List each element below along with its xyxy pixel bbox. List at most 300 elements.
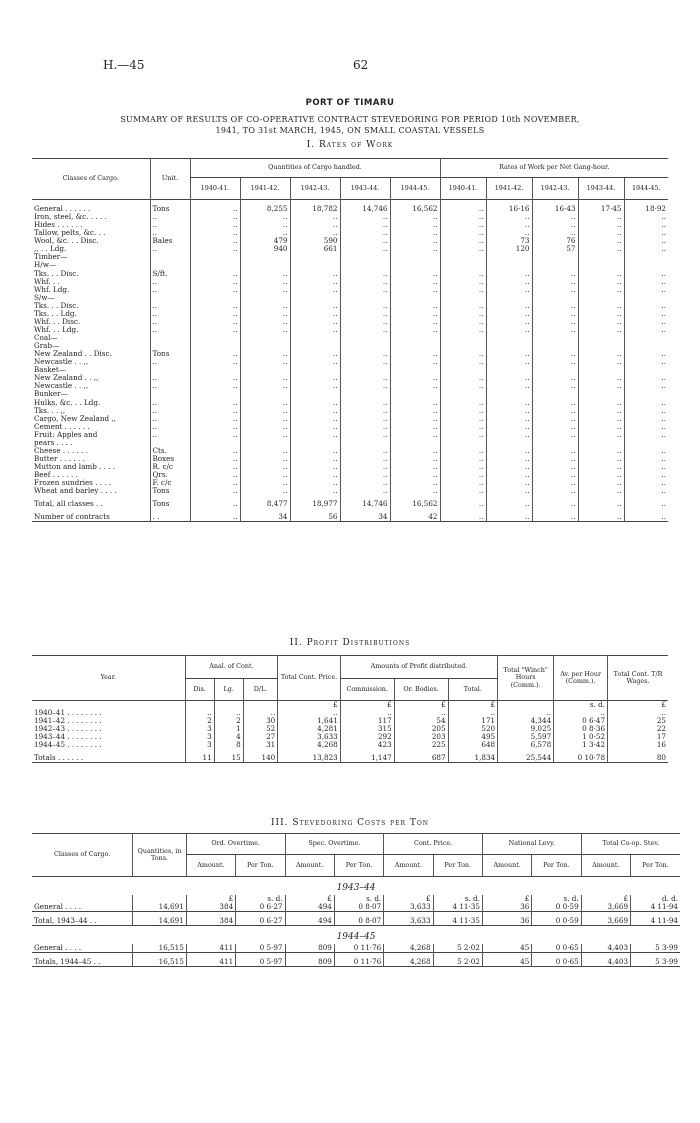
- col-year: Year.: [100, 673, 117, 682]
- cell-value: ..: [440, 318, 486, 326]
- cell-value: ..: [486, 382, 532, 390]
- cell-value: [190, 334, 240, 342]
- cell-value: ..: [340, 286, 390, 294]
- cell-value: 18,782: [290, 205, 340, 213]
- cell-value: ..: [190, 221, 240, 229]
- cell-value: 5 2·02: [433, 944, 482, 953]
- cell-value: 18,977: [290, 500, 340, 508]
- cell-value: 34: [240, 513, 290, 522]
- cell-value: 5 2·02: [433, 958, 482, 967]
- cell-value: 0 10·78: [554, 754, 608, 763]
- cell-value: 27: [243, 733, 277, 741]
- cargo-class: Butter . . . . . .: [34, 453, 85, 463]
- cargo-unit: Qrs.: [150, 471, 190, 479]
- table-row: [32, 733, 668, 741]
- cell-value: 13,823: [278, 754, 341, 763]
- cell-value: ..: [340, 221, 390, 229]
- cell-value: 4,403: [581, 958, 630, 967]
- cell-value: 80: [608, 754, 668, 763]
- cell-value: ..: [240, 278, 290, 286]
- cargo-class: Wheat and barley . . . .: [34, 486, 117, 496]
- unit-label: £: [340, 701, 394, 709]
- cell-value: 384: [186, 903, 235, 912]
- cell-value: ..: [624, 270, 668, 278]
- cell-value: 76: [532, 237, 578, 245]
- cell-value: ..: [532, 487, 578, 495]
- cell-value: ..: [240, 270, 290, 278]
- cell-value: ..: [390, 270, 440, 278]
- cell-value: ..: [624, 487, 668, 495]
- cell-value: ..: [440, 455, 486, 463]
- rates-of-work-table: [32, 158, 668, 522]
- cell-value: ..: [340, 278, 390, 286]
- quantity: 14,691: [133, 917, 186, 926]
- cell-value: ..: [578, 286, 624, 294]
- cell-value: [290, 334, 340, 342]
- col-spec-overtime: Spec. Overtime.: [285, 834, 384, 855]
- cell-value: ..: [624, 479, 668, 487]
- cell-value: ..: [486, 374, 532, 382]
- year-header: 1943-44.: [578, 178, 624, 200]
- cell-value: ..: [190, 326, 240, 334]
- cell-value: ..: [290, 318, 340, 326]
- units-row: [32, 895, 680, 903]
- cell-value: ..: [486, 479, 532, 487]
- cell-value: ..: [290, 221, 340, 229]
- cell-value: ..: [290, 479, 340, 487]
- cell-value: ..: [340, 447, 390, 455]
- amount-header: Amount.: [384, 855, 433, 877]
- cell-value: ..: [486, 463, 532, 471]
- cell-value: ..: [440, 513, 486, 522]
- cell-value: ..: [486, 415, 532, 423]
- cargo-unit: ..: [150, 213, 190, 221]
- cell-value: ..: [240, 407, 290, 415]
- unit-label: £: [448, 701, 498, 709]
- cargo-class: General . . . . . .: [34, 204, 91, 213]
- cell-value: ..: [390, 455, 440, 463]
- cell-value: 205: [394, 725, 448, 733]
- total-unit: Tons: [150, 500, 190, 508]
- cell-value: 22: [608, 725, 668, 733]
- cell-value: ..: [390, 302, 440, 310]
- cell-value: ..: [390, 374, 440, 382]
- per-ton-header: Per Ton.: [334, 855, 383, 877]
- cell-value: 4,268: [384, 958, 433, 967]
- cell-value: ..: [578, 407, 624, 415]
- cell-value: ..: [532, 382, 578, 390]
- cell-value: ..: [578, 221, 624, 229]
- cell-value: ..: [290, 374, 340, 382]
- cell-value: 36: [482, 903, 531, 912]
- cell-value: ..: [624, 302, 668, 310]
- cell-value: 1,147: [340, 754, 394, 763]
- cell-value: [624, 334, 668, 342]
- cell-value: ..: [190, 447, 240, 455]
- cell-value: ..: [340, 423, 390, 431]
- amount-header: Amount.: [285, 855, 334, 877]
- cell-value: 3,669: [581, 903, 630, 912]
- cell-value: 8: [214, 741, 243, 749]
- cell-value: ..: [440, 431, 486, 439]
- cell-value: ..: [240, 431, 290, 439]
- cell-value: ..: [190, 245, 240, 253]
- cell-value: ..: [440, 407, 486, 415]
- cell-value: ..: [624, 350, 668, 358]
- cell-value: ..: [440, 229, 486, 237]
- cargo-unit: ..: [150, 382, 190, 390]
- cell-value: ..: [624, 455, 668, 463]
- cell-value: ..: [190, 479, 240, 487]
- unit-label: s. d.: [334, 895, 383, 903]
- unit-label: £: [581, 895, 630, 903]
- cell-value: ..: [486, 221, 532, 229]
- cell-value: ..: [440, 350, 486, 358]
- cell-value: ..: [532, 479, 578, 487]
- cell-value: ..: [486, 302, 532, 310]
- cell-value: ..: [624, 245, 668, 253]
- cell-value: ..: [532, 447, 578, 455]
- cell-value: ..: [532, 463, 578, 471]
- cell-value: ..: [578, 374, 624, 382]
- cargo-class: Totals, 1944–45 . .: [34, 957, 101, 967]
- cell-value: ..: [624, 213, 668, 221]
- cell-value: ..: [440, 374, 486, 382]
- col-classes: Classes of Cargo.: [62, 174, 119, 183]
- col-unit: Unit.: [150, 159, 190, 200]
- cell-value: ..: [390, 431, 440, 439]
- cell-value: 9,025: [498, 725, 554, 733]
- cell-value: ..: [578, 513, 624, 522]
- cell-value: 34: [340, 513, 390, 522]
- cell-value: ..: [240, 399, 290, 407]
- cell-value: ..: [486, 278, 532, 286]
- cell-value: 16,562: [390, 500, 440, 508]
- table-row: [32, 382, 668, 390]
- cargo-class: Cement . . . . . .: [34, 421, 90, 431]
- cell-value: ..: [240, 374, 290, 382]
- cell-value: ..: [486, 447, 532, 455]
- cell-value: ..: [390, 245, 440, 253]
- cell-value: ..: [390, 407, 440, 415]
- cell-value: 5,597: [498, 733, 554, 741]
- total-label: Total, all classes . .: [34, 499, 103, 509]
- cell-value: 42: [390, 513, 440, 522]
- cell-value: ..: [240, 326, 290, 334]
- cell-value: 4 11·35: [433, 917, 482, 926]
- cell-value: ..: [240, 487, 290, 495]
- year-header: 1942-43.: [532, 178, 578, 200]
- cell-value: 1: [214, 725, 243, 733]
- cell-value: 6,578: [498, 741, 554, 749]
- cargo-unit: R. c/c: [150, 463, 190, 471]
- cell-value: ..: [240, 302, 290, 310]
- total-row: [32, 500, 668, 508]
- cell-value: 590: [290, 237, 340, 245]
- cargo-unit: ..: [150, 399, 190, 407]
- cell-value: 0 8·07: [334, 917, 383, 926]
- cell-value: 31: [243, 741, 277, 749]
- cell-value: ..: [440, 326, 486, 334]
- cell-value: 11: [185, 754, 214, 763]
- cell-value: [578, 334, 624, 342]
- cargo-class: pears . . . .: [34, 437, 73, 447]
- cell-value: ..: [240, 221, 290, 229]
- cell-value: ..: [578, 500, 624, 508]
- unit-label: s. d.: [236, 895, 285, 903]
- cell-value: ..: [532, 286, 578, 294]
- cell-value: 4,281: [278, 725, 341, 733]
- cargo-class: Basket—: [34, 365, 66, 375]
- cell-value: ..: [290, 423, 340, 431]
- cell-value: [390, 334, 440, 342]
- cell-value: ..: [240, 471, 290, 479]
- cell-value: 3,633: [384, 903, 433, 912]
- cell-value: ..: [390, 399, 440, 407]
- cell-value: ..: [340, 382, 390, 390]
- cell-value: ..: [448, 709, 498, 717]
- cell-value: ..: [578, 310, 624, 318]
- cell-value: ..: [190, 350, 240, 358]
- cargo-unit: Boxes: [150, 455, 190, 463]
- cargo-class: Wool, &c. . . Disc.: [34, 236, 99, 246]
- cell-value: [240, 253, 290, 261]
- page-ref: H.—45: [103, 58, 145, 72]
- cell-value: 140: [243, 754, 277, 763]
- cargo-unit: Tons: [150, 487, 190, 495]
- cell-value: ..: [190, 463, 240, 471]
- cell-value: ..: [290, 382, 340, 390]
- unit-label: £: [278, 701, 341, 709]
- cargo-unit: ..: [150, 431, 190, 439]
- cell-value: 411: [186, 958, 235, 967]
- cell-value: ..: [624, 463, 668, 471]
- cell-value: ..: [532, 431, 578, 439]
- cell-value: ..: [532, 415, 578, 423]
- cell-value: 56: [290, 513, 340, 522]
- year-header: 1944-45.: [624, 178, 668, 200]
- cell-value: ..: [440, 302, 486, 310]
- cargo-class: General . . . .: [34, 943, 82, 953]
- cell-value: ..: [340, 463, 390, 471]
- cell-value: 0 0·65: [532, 944, 581, 953]
- cell-value: ..: [340, 431, 390, 439]
- cell-value: ..: [390, 463, 440, 471]
- cell-value: ..: [290, 270, 340, 278]
- cell-value: 1,834: [448, 754, 498, 763]
- cell-value: ..: [190, 399, 240, 407]
- amount-header: Amount.: [482, 855, 531, 877]
- cell-value: ..: [486, 455, 532, 463]
- cell-value: ..: [440, 487, 486, 495]
- year-header: 1944-45.: [390, 178, 440, 200]
- cell-value: ..: [390, 229, 440, 237]
- cargo-unit: F. c/c: [150, 479, 190, 487]
- cell-value: ..: [532, 513, 578, 522]
- cargo-unit: [150, 334, 190, 342]
- cell-value: ..: [440, 500, 486, 508]
- cell-value: ..: [240, 455, 290, 463]
- cell-value: ..: [190, 237, 240, 245]
- cell-value: ..: [486, 358, 532, 366]
- cell-value: 4,403: [581, 944, 630, 953]
- cell-value: 0 11·76: [334, 944, 383, 953]
- cell-value: ..: [190, 205, 240, 213]
- cell-value: ..: [290, 487, 340, 495]
- cell-value: ..: [240, 358, 290, 366]
- cell-value: ..: [578, 302, 624, 310]
- cargo-class: Total, 1943–44 . .: [34, 916, 97, 926]
- cargo-class: Tks. . . Disc.: [34, 268, 79, 278]
- cell-value: ..: [340, 270, 390, 278]
- cell-value: 0 8·36: [554, 725, 608, 733]
- cargo-class: Fruit: Apples and: [34, 429, 98, 439]
- cell-value: ..: [240, 479, 290, 487]
- col-winch-hours: Total "Winch" Hours (Comm.).: [498, 656, 554, 701]
- cell-value: 315: [340, 725, 394, 733]
- quantity: 14,691: [133, 903, 186, 912]
- cell-value: [532, 334, 578, 342]
- cell-value: ..: [532, 407, 578, 415]
- cell-value: ..: [340, 237, 390, 245]
- cargo-class: General . . . .: [34, 902, 82, 912]
- cell-value: ..: [532, 278, 578, 286]
- cell-value: ..: [486, 350, 532, 358]
- cell-value: ..: [532, 302, 578, 310]
- cell-value: ..: [532, 326, 578, 334]
- cell-value: 73: [486, 237, 532, 245]
- cell-value: ..: [486, 513, 532, 522]
- cargo-unit: ..: [150, 286, 190, 294]
- cell-value: ..: [340, 302, 390, 310]
- cell-value: 120: [486, 245, 532, 253]
- col-classes-cargo: Classes of Cargo.: [54, 850, 111, 859]
- cell-value: 648: [448, 741, 498, 749]
- table-row: [32, 253, 668, 261]
- cell-value: ..: [532, 229, 578, 237]
- unit-label: s. d.: [554, 701, 608, 709]
- cell-value: ..: [340, 350, 390, 358]
- cell-value: ..: [440, 423, 486, 431]
- cell-value: ..: [624, 237, 668, 245]
- cell-value: [390, 253, 440, 261]
- cell-value: ..: [440, 382, 486, 390]
- cell-value: ..: [624, 326, 668, 334]
- cell-value: ..: [390, 415, 440, 423]
- cell-value: ..: [340, 479, 390, 487]
- cell-value: ..: [578, 399, 624, 407]
- cargo-class: Tallow, pelts, &c. . .: [34, 228, 106, 238]
- unit-label: £: [608, 701, 668, 709]
- year-header: 1941-42.: [486, 178, 532, 200]
- cell-value: ..: [240, 318, 290, 326]
- cell-value: ..: [340, 318, 390, 326]
- cell-value: ..: [240, 229, 290, 237]
- cell-value: ..: [290, 455, 340, 463]
- table-row: [32, 917, 680, 926]
- col-commission: Commission.: [340, 679, 394, 701]
- col-national-levy: National Levy.: [482, 834, 581, 855]
- cell-value: 3: [185, 733, 214, 741]
- cell-value: 2: [185, 717, 214, 725]
- cell-value: ..: [486, 326, 532, 334]
- stevedoring-costs-table: [32, 833, 680, 967]
- cargo-class: Hides . . . . . .: [34, 220, 83, 230]
- cell-value: 30: [243, 717, 277, 725]
- unit-label: [498, 701, 554, 709]
- cell-value: ..: [624, 221, 668, 229]
- unit-label: £: [285, 895, 334, 903]
- cell-value: ..: [290, 407, 340, 415]
- year-label: 1943–44 . . . . . . . .: [34, 731, 102, 741]
- table-row: [32, 431, 668, 439]
- cell-value: [578, 253, 624, 261]
- cell-value: ..: [532, 500, 578, 508]
- cell-value: ..: [486, 318, 532, 326]
- cell-value: ..: [440, 479, 486, 487]
- cell-value: ..: [240, 463, 290, 471]
- cell-value: ..: [624, 229, 668, 237]
- cell-value: ..: [486, 431, 532, 439]
- units-row: [32, 701, 668, 709]
- cell-value: ..: [578, 213, 624, 221]
- col-dis: Dis.: [185, 679, 214, 701]
- cargo-unit: Bales: [150, 237, 190, 245]
- cell-value: 479: [240, 237, 290, 245]
- page-number: 62: [353, 58, 369, 72]
- cell-value: ..: [440, 463, 486, 471]
- cell-value: 17: [608, 733, 668, 741]
- cell-value: ..: [390, 286, 440, 294]
- cargo-class: Whf. . . Disc.: [34, 316, 81, 326]
- cell-value: ..: [440, 358, 486, 366]
- cargo-class: Newcastle . . ,,: [34, 381, 89, 391]
- cell-value: ..: [578, 237, 624, 245]
- cell-value: ..: [624, 310, 668, 318]
- table-row: [32, 245, 668, 253]
- cell-value: ..: [440, 270, 486, 278]
- cell-value: ..: [290, 463, 340, 471]
- cargo-class: Grab—: [34, 341, 60, 351]
- cargo-unit: ..: [150, 229, 190, 237]
- cell-value: 423: [340, 741, 394, 749]
- cell-value: [440, 334, 486, 342]
- year-label: 1942–43 . . . . . . . .: [34, 723, 102, 733]
- cell-value: ..: [624, 382, 668, 390]
- unit-label: s. d.: [532, 895, 581, 903]
- cell-value: ..: [390, 487, 440, 495]
- cell-value: ..: [290, 286, 340, 294]
- cell-value: ..: [290, 447, 340, 455]
- table-row: [32, 725, 668, 733]
- cell-value: ..: [290, 302, 340, 310]
- cargo-unit: ..: [150, 423, 190, 431]
- cell-value: ..: [624, 471, 668, 479]
- cell-value: ..: [624, 415, 668, 423]
- col-anal-cont: Anal. of Cont.: [185, 656, 278, 679]
- cell-value: ..: [486, 310, 532, 318]
- unit-label: £: [384, 895, 433, 903]
- cell-value: ..: [486, 286, 532, 294]
- cell-value: ..: [440, 286, 486, 294]
- cell-value: ..: [390, 447, 440, 455]
- cell-value: ..: [624, 358, 668, 366]
- col-dl: D/L.: [243, 679, 277, 701]
- cell-value: ..: [486, 213, 532, 221]
- cell-value: 4: [214, 733, 243, 741]
- cargo-class: ,, . . Ldg.: [34, 244, 67, 254]
- cargo-unit: Cts.: [150, 447, 190, 455]
